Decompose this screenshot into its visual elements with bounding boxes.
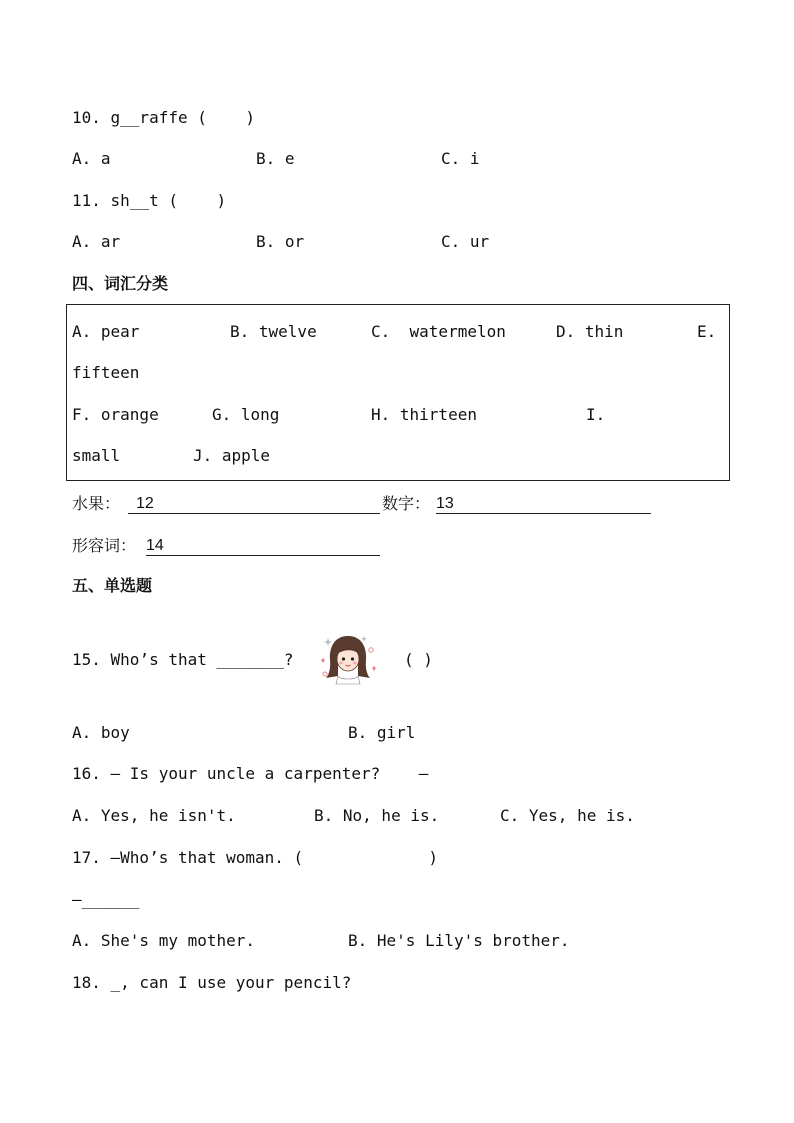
adjective-blank[interactable]: 14 (146, 536, 380, 556)
q11-stem: 11. sh__t ( ) (72, 191, 227, 210)
section-4-title: 四、词汇分类 (72, 274, 169, 293)
q16-option-a[interactable]: A. Yes, he isn't. (72, 806, 236, 825)
section-5-title: 五、单选题 (72, 576, 153, 595)
q11-option-c[interactable]: C. ur (441, 232, 490, 251)
vocab-f: F. orange (72, 405, 159, 424)
vocab-i: I. (586, 405, 606, 424)
q17-option-b[interactable]: B. He's Lily's brother. (348, 931, 570, 950)
vocab-d: D. thin (556, 322, 624, 341)
q15-option-a[interactable]: A. boy (72, 723, 130, 742)
vocab-a: A. pear (72, 322, 140, 341)
q17-option-a[interactable]: A. She's my mother. (72, 931, 256, 950)
q17-stem: 17. —Who’s that woman. ( ) (72, 848, 439, 867)
q10-option-b[interactable]: B. e (256, 149, 295, 168)
q16-stem: 16. — Is your uncle a carpenter? — (72, 764, 429, 783)
vocab-i-word: small (72, 446, 121, 465)
fruit-blank[interactable]: 12 (128, 494, 380, 514)
q10-option-c[interactable]: C. i (441, 149, 480, 168)
vocab-h: H. thirteen (371, 405, 477, 424)
q15-stem: 15. Who’s that _______? (72, 650, 294, 669)
girl-avatar-icon (316, 630, 380, 686)
q15-answer-paren[interactable]: ( ) (404, 650, 433, 669)
vocab-g: G. long (212, 405, 280, 424)
q18-stem: 18. _, can I use your pencil? (72, 973, 352, 992)
q15-option-b[interactable]: B. girl (348, 723, 416, 742)
q11-option-a[interactable]: A. ar (72, 232, 121, 251)
q17-answer-line[interactable]: —______ (72, 890, 140, 909)
q11-option-b[interactable]: B. or (256, 232, 305, 251)
vocab-e-word: fifteen (72, 363, 140, 382)
fruit-label: 水果： (72, 494, 121, 513)
vocab-c: C. watermelon (371, 322, 506, 341)
q10-stem: 10. g__raffe ( ) (72, 108, 256, 127)
vocab-b: B. twelve (230, 322, 317, 341)
vocab-j: J. apple (193, 446, 271, 465)
q10-option-a[interactable]: A. a (72, 149, 111, 168)
number-blank[interactable]: 13 (436, 494, 651, 514)
adjective-label: 形容词： (72, 536, 137, 555)
number-label: 数字： (382, 494, 431, 513)
q16-option-b[interactable]: B. No, he is. (314, 806, 440, 825)
vocab-e: E. (697, 322, 717, 341)
q16-option-c[interactable]: C. Yes, he is. (500, 806, 635, 825)
